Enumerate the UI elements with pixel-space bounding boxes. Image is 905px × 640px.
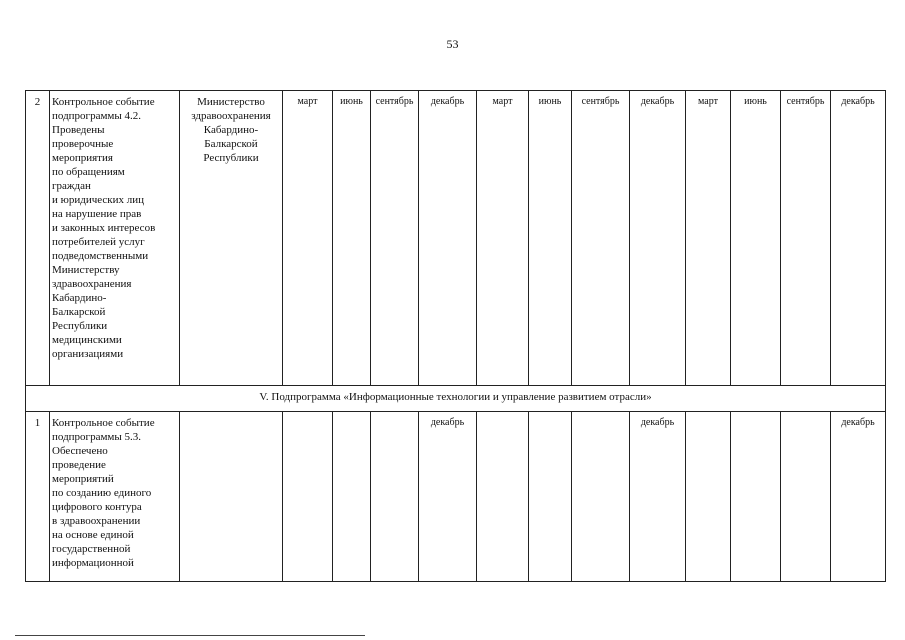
month-cell [371,412,419,582]
executor-cell [180,91,283,386]
section-row [26,386,886,412]
event-line: на основе единой [52,529,134,541]
month-cell: июнь [529,91,572,386]
month-cell: июнь [333,91,371,386]
row-number: 2 [26,91,50,386]
event-line: мероприятия [52,152,113,164]
control-event-cell [50,412,180,582]
executor-line: Республики [203,152,259,164]
month-cell [686,412,731,582]
event-line: Проведены [52,124,105,136]
executor-cell [180,412,283,582]
executor-line: Министерство [197,96,265,108]
event-line: проведение [52,459,106,471]
month-cell [529,412,572,582]
month-cell [283,412,333,582]
event-line: государственной [52,543,131,555]
month-cell [477,412,529,582]
section-title: V. Подпрограмма «Информационные технологии и управление развитием отрасли» [26,386,886,412]
month-cell [333,412,371,582]
event-line: мероприятий [52,473,114,485]
month-cell: сентябрь [572,91,630,386]
month-cell: декабрь [419,91,477,386]
event-line: Республики [52,320,108,332]
executor-line: Балкарской [204,138,258,150]
table-row [26,412,886,582]
month-cell: март [686,91,731,386]
month-cell [731,412,781,582]
executor-line: здравоохранения [191,110,271,122]
event-line: потребителей услуг [52,236,145,248]
event-line: Кабардино- [52,292,107,304]
month-cell: декабрь [831,412,886,582]
event-line: здравоохранения [52,278,132,290]
month-cell: март [477,91,529,386]
event-line: подпрограммы 4.2. [52,110,142,122]
event-line: по обращениям [52,166,125,178]
event-line: подпрограммы 5.3. [52,431,142,443]
event-line: Министерству [52,264,120,276]
footer-rule [15,635,365,636]
event-line: информационной [52,557,134,569]
event-line: и юридических лиц [52,194,145,206]
event-line: Балкарской [52,306,106,318]
event-line: граждан [52,180,91,192]
month-cell: декабрь [831,91,886,386]
event-line: проверочные [52,138,114,150]
event-line: подведомственными [52,250,149,262]
event-line: в здравоохранении [52,515,141,527]
event-line: по созданию единого [52,487,152,499]
month-cell: декабрь [419,412,477,582]
table-row [26,91,886,386]
control-events-table [25,90,886,582]
month-cell: декабрь [630,91,686,386]
event-line: цифрового контура [52,501,142,513]
event-line: на нарушение прав [52,208,142,220]
executor-line: Кабардино- [203,124,259,136]
month-cell: декабрь [630,412,686,582]
event-line: организациями [52,348,124,360]
month-cell: сентябрь [781,91,831,386]
page-number: 53 [446,37,459,51]
event-line: Обеспечено [52,445,108,457]
row-number: 1 [26,412,50,582]
event-line: медицинскими [52,334,122,346]
month-cell: март [283,91,333,386]
control-event-cell [50,91,180,386]
month-cell: июнь [731,91,781,386]
event-line: Контрольное событие [52,417,155,429]
event-line: Контрольное событие [52,96,155,108]
month-cell [572,412,630,582]
month-cell: сентябрь [371,91,419,386]
month-cell [781,412,831,582]
event-line: и законных интересов [52,222,156,234]
